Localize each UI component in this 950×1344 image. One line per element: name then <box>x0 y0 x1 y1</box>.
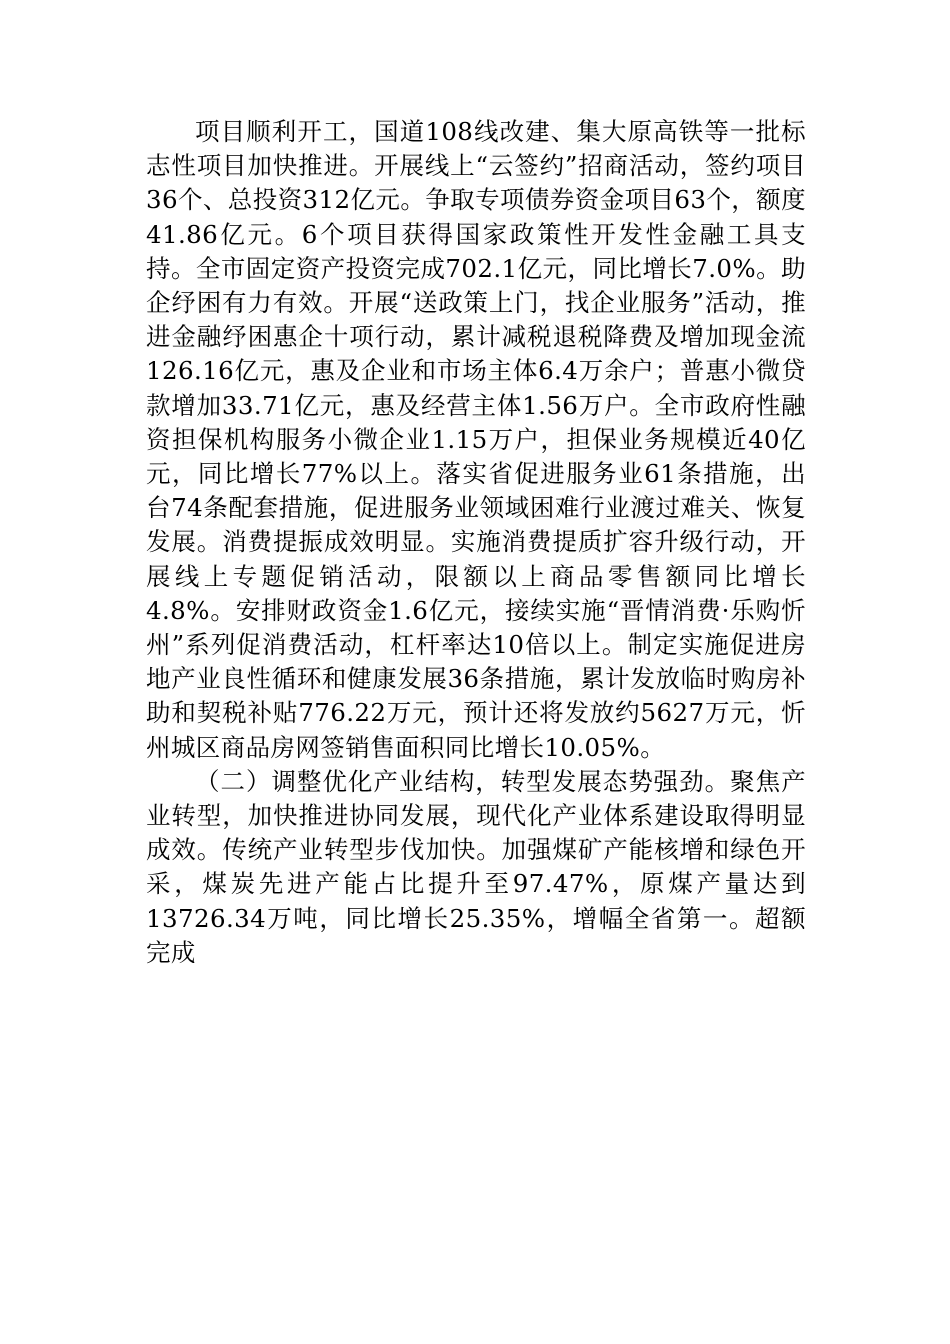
paragraph-2: （二）调整优化产业结构，转型发展态势强劲。聚焦产业转型，加快推进协同发展，现代化产业体系建设取得明显成效。传统产业转型步伐加快。加强煤矿产能核增和绿色开采，煤炭先进产能占比提升至97.47%，原煤产量达到13726.34万吨，同比增长25.35%，增幅全省第一。超额完成 <box>146 766 806 967</box>
document-page <box>146 115 806 970</box>
paragraph-1: 项目顺利开工，国道108线改建、集大原高铁等一批标志性项目加快推进。开展线上“云签约”招商活动，签约项目36个、总投资312亿元。争取专项债券资金项目63个，额度41.86亿元。6个项目获得国家政策性开发性金融工具支持。全市固定资产投资完成702.1亿元，同比增长7.0%。助企纾困有力有效。开展“送政策上门，找企业服务”活动，推进金融纾困惠企十项行动，累计减税退税降费及增加现金流126.16亿元，惠及企业和市场主体6.4万余户；普惠小微贷款增加33.71亿元，惠及经营主体1.56万户。全市政府性融资担保机构服务小微企业1.15万户，担保业务规模近40亿元，同比增长77%以上。落实省促进服务业61条措施，出台74条配套措施，促进服务业领域困难行业渡过难关、恢复发展。消费提振成效明显。实施消费提质扩容升级行动，开展线上专题促销活动，限额以上商品零售额同比增长4.8%。安排财政资金1.6亿元，接续实施“晋情消费·乐购忻州”系列促消费活动，杠杆率达10倍以上。制定实施促进房地产业良性循环和健康发展36条措施，累计发放临时购房补助和契税补贴776.22万元，预计还将发放约5627万元，忻州城区商品房网签销售面积同比增长10.05%。 <box>146 117 806 762</box>
